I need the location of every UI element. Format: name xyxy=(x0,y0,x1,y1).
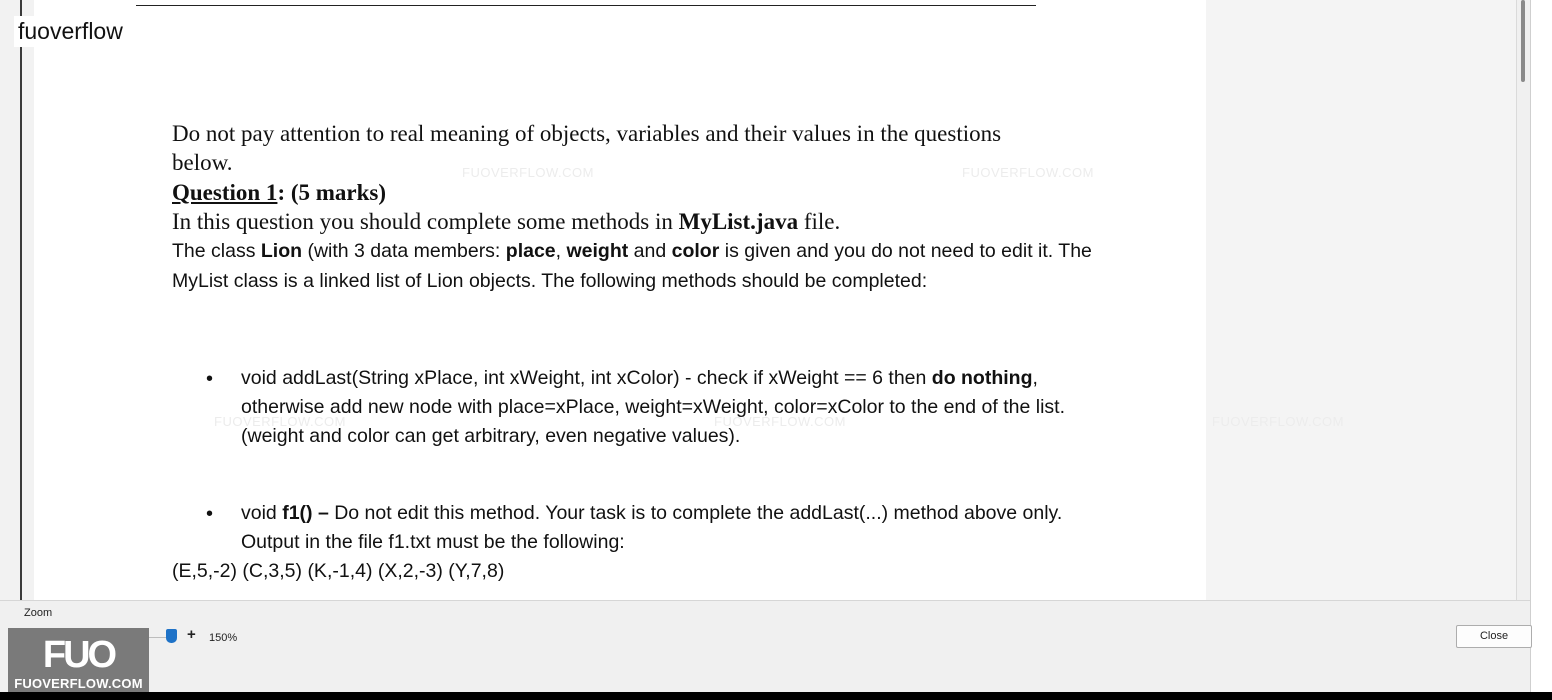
question-number: Question 1 xyxy=(172,180,278,205)
bullet-icon: • xyxy=(206,368,214,390)
logo-text: FUOVERFLOW.COM xyxy=(14,676,143,691)
emphasis-text: color xyxy=(671,240,720,262)
zoom-toolbar xyxy=(0,600,1530,692)
question-intro xyxy=(172,209,840,235)
left-border-rule xyxy=(20,0,22,600)
site-label: fuoverflow xyxy=(14,16,127,47)
method-f1-name: f1() – xyxy=(282,502,329,524)
vertical-scrollbar[interactable] xyxy=(1516,0,1530,600)
watermark: FUOVERFLOW.COM xyxy=(1212,414,1344,429)
zoom-label: Zoom xyxy=(24,607,53,619)
description-text: is given and you do not need to edit it. The xyxy=(719,240,1092,262)
fuoverflow-logo xyxy=(8,628,149,692)
logo-mark: FUO xyxy=(42,634,115,676)
bullet-icon: • xyxy=(206,503,214,525)
file-name: MyList.java xyxy=(678,209,799,234)
zoom-value: 150% xyxy=(209,632,238,644)
class-description-line-1 xyxy=(172,240,1092,263)
intro-text-line-2: below. xyxy=(172,150,233,175)
page-margin-area xyxy=(1206,0,1516,600)
emphasis-text: place xyxy=(505,240,556,262)
description-text: (with 3 data members: xyxy=(302,240,506,262)
zoom-in-button[interactable]: + xyxy=(187,626,196,643)
zoom-slider-thumb[interactable] xyxy=(166,629,177,643)
page-top-rule xyxy=(136,5,1036,6)
window-edge xyxy=(1530,0,1552,692)
emphasis-text: weight xyxy=(566,240,629,262)
description-text: , xyxy=(555,240,567,262)
emphasis-text: Lion xyxy=(260,240,303,262)
intro-text-line-1: Do not pay attention to real meaning of objects, variables and their values in the questions xyxy=(172,121,1002,146)
watermark: FUOVERFLOW.COM xyxy=(214,414,346,429)
question-marks: : (5 marks) xyxy=(277,180,387,205)
question-intro-suffix: file. xyxy=(798,209,841,234)
expected-output: (E,5,-2) (C,3,5) (K,-1,4) (X,2,-3) (Y,7,8) xyxy=(172,560,505,582)
question-heading xyxy=(172,180,386,206)
punctuation: , xyxy=(1032,367,1038,389)
scrollbar-thumb[interactable] xyxy=(1521,0,1525,82)
watermark: FUOVERFLOW.COM xyxy=(714,414,846,429)
method-f1-line-2: Output in the file f1.txt must be the following: xyxy=(241,531,625,553)
method-f1-line-1 xyxy=(241,502,1062,525)
close-button[interactable]: Close xyxy=(1456,625,1532,648)
method-f1-prefix: void xyxy=(241,502,283,524)
method-f1-description: Do not edit this method. Your task is to complete the addLast(...) method above only. xyxy=(328,502,1063,524)
method-addlast-line-2: otherwise add new node with place=xPlace, weight=xWeight, color=xColor to the end of the list. xyxy=(241,396,1065,418)
emphasis-text: do nothing xyxy=(931,367,1033,389)
method-addlast-signature: void addLast(String xPlace, int xWeight, int xColor) - check if xWeight == 6 then xyxy=(241,367,932,389)
method-addlast-line-3: (weight and color can get arbitrary, even negative values). xyxy=(241,425,741,447)
method-addlast-line-1 xyxy=(241,367,1038,390)
description-text: The class xyxy=(172,240,261,262)
description-text: and xyxy=(628,240,672,262)
class-description-line-2: MyList class is a linked list of Lion objects. The following methods should be completed: xyxy=(172,270,928,292)
question-intro-text: In this question you should complete some methods in xyxy=(172,209,679,234)
watermark: FUOVERFLOW.COM xyxy=(962,165,1094,180)
watermark: FUOVERFLOW.COM xyxy=(462,165,594,180)
